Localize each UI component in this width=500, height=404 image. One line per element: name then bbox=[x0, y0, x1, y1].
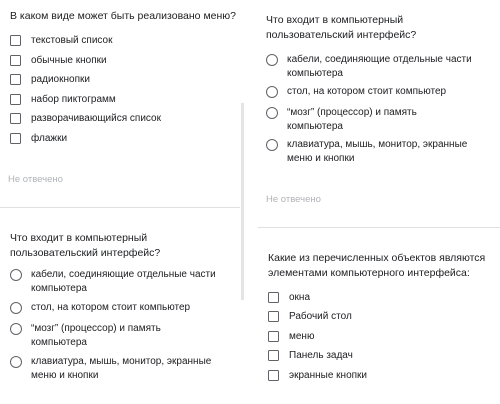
option-label: клавиатура, мышь, монитор, экранные меню и кнопки bbox=[31, 356, 212, 381]
radio-button[interactable] bbox=[266, 86, 278, 98]
option-label: Панель задач bbox=[289, 350, 353, 361]
option-radio[interactable] bbox=[10, 301, 190, 315]
option-label: клавиатура, мышь, монитор, экранные меню и кнопки bbox=[287, 139, 468, 164]
option-label: радиокнопки bbox=[31, 74, 90, 85]
option-checkbox[interactable] bbox=[268, 349, 353, 363]
question-card-menu-types bbox=[10, 9, 238, 199]
radio-button[interactable] bbox=[266, 54, 278, 66]
option-label: Рабочий стол bbox=[289, 311, 352, 322]
option-label: меню bbox=[289, 331, 315, 342]
question-title: Какие из перечисленных объектов являются элементами компьютерного интерфейса: bbox=[268, 252, 486, 279]
option-checkbox[interactable] bbox=[10, 112, 161, 126]
checkbox[interactable] bbox=[10, 113, 21, 124]
option-label: кабели, соединяющие отдельные части компьютера bbox=[287, 54, 472, 79]
option-checkbox[interactable] bbox=[10, 93, 116, 107]
left-section-divider bbox=[0, 207, 240, 208]
option-checkbox[interactable] bbox=[10, 132, 67, 146]
question-title: В каком виде может быть реализовано меню? bbox=[10, 10, 237, 22]
checkbox[interactable] bbox=[268, 292, 279, 303]
checkbox[interactable] bbox=[268, 311, 279, 322]
option-radio[interactable] bbox=[10, 268, 216, 296]
checkbox[interactable] bbox=[268, 370, 279, 381]
option-radio[interactable] bbox=[266, 106, 417, 134]
question-card-interface-bottom bbox=[10, 231, 238, 401]
option-label: обычные кнопки bbox=[31, 55, 107, 66]
checkbox[interactable] bbox=[10, 55, 21, 66]
checkbox[interactable] bbox=[10, 74, 21, 85]
option-checkbox[interactable] bbox=[268, 310, 352, 324]
question-title: Что входит в компьютерный пользовательский интерфейс? bbox=[266, 14, 417, 41]
option-label: разворачивающийся список bbox=[31, 113, 161, 124]
right-section-divider bbox=[258, 227, 500, 228]
question-title: Что входит в компьютерный пользовательский интерфейс? bbox=[10, 232, 161, 259]
option-checkbox[interactable] bbox=[10, 73, 90, 87]
option-label: “мозг” (процессор) и память компьютера bbox=[31, 323, 161, 348]
option-radio[interactable] bbox=[266, 53, 472, 81]
not-answered-status: Не отвечено bbox=[266, 194, 321, 205]
radio-button[interactable] bbox=[10, 269, 22, 281]
checkbox[interactable] bbox=[10, 94, 21, 105]
radio-button[interactable] bbox=[266, 107, 278, 119]
option-label: стол, на котором стоит компьютер bbox=[287, 86, 447, 97]
option-label: кабели, соединяющие отдельные части компьютера bbox=[31, 269, 216, 294]
option-radio[interactable] bbox=[10, 355, 211, 383]
checkbox[interactable] bbox=[268, 331, 279, 342]
column-divider bbox=[241, 103, 244, 300]
option-label: экранные кнопки bbox=[289, 370, 368, 381]
question-card-interface-elements bbox=[268, 251, 496, 401]
option-label: окна bbox=[289, 292, 311, 303]
checkbox[interactable] bbox=[10, 133, 21, 144]
option-label: стол, на котором стоит компьютер bbox=[31, 302, 191, 313]
checkbox[interactable] bbox=[10, 35, 21, 46]
radio-button[interactable] bbox=[266, 139, 278, 151]
option-checkbox[interactable] bbox=[268, 291, 310, 305]
option-radio[interactable] bbox=[10, 322, 161, 350]
radio-button[interactable] bbox=[10, 356, 22, 368]
checkbox[interactable] bbox=[268, 350, 279, 361]
option-checkbox[interactable] bbox=[268, 369, 367, 383]
not-answered-status: Не отвечено bbox=[8, 174, 63, 185]
option-label: набор пиктограмм bbox=[31, 94, 116, 105]
option-label: текстовый список bbox=[31, 35, 113, 46]
option-checkbox[interactable] bbox=[268, 330, 314, 344]
question-card-interface-top bbox=[266, 13, 494, 213]
option-label: “мозг” (процессор) и память компьютера bbox=[287, 107, 417, 132]
option-checkbox[interactable] bbox=[10, 54, 107, 68]
option-label: флажки bbox=[31, 133, 68, 144]
radio-button[interactable] bbox=[10, 302, 22, 314]
option-checkbox[interactable] bbox=[10, 34, 112, 48]
radio-button[interactable] bbox=[10, 323, 22, 335]
option-radio[interactable] bbox=[266, 85, 446, 99]
option-radio[interactable] bbox=[266, 138, 467, 166]
